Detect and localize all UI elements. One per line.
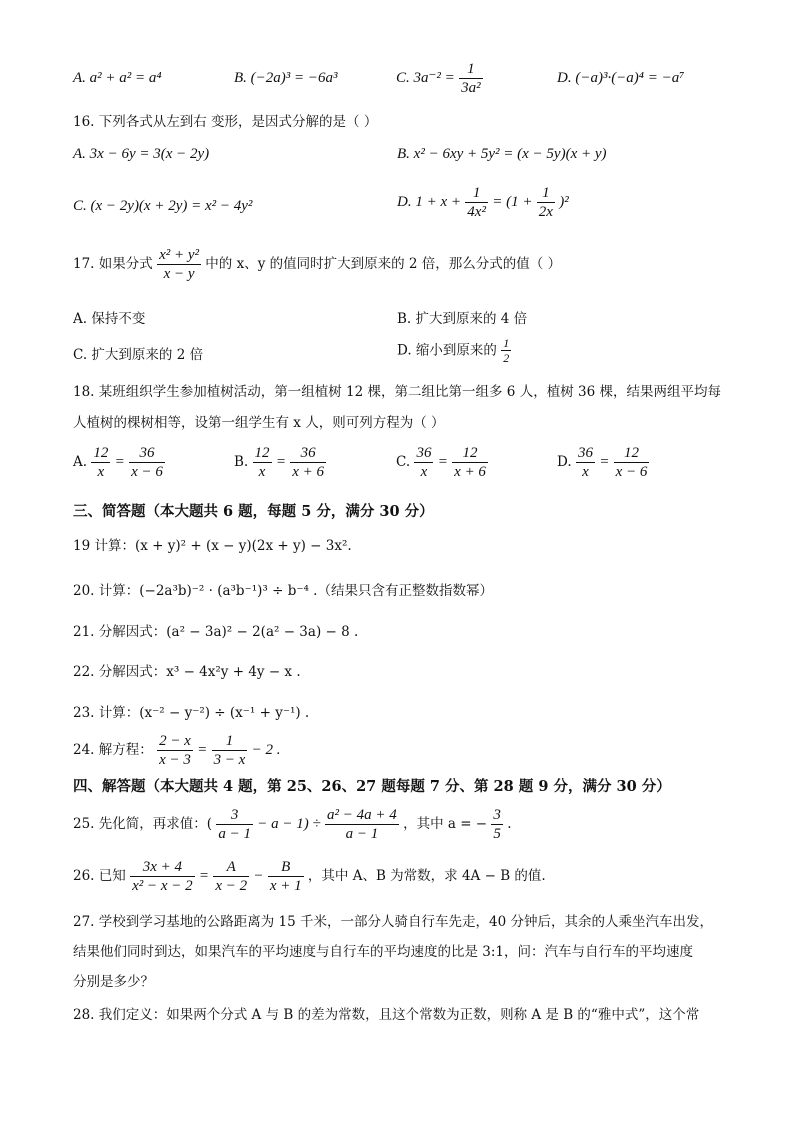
q16-option-c: C. (x − 2y)(x + 2y) = x² − 4y² <box>73 198 253 214</box>
q17-d-pre: D. 缩小到原来的 <box>397 342 497 359</box>
q18-c-frac1: $\frac{36}{x}$ <box>416 445 432 480</box>
q18-c-frac2: $\frac{12}{x + 6}$ <box>454 445 486 480</box>
q16-d-frac1: $\frac{1}{\text{4x²}}$ <box>467 185 486 220</box>
q17-pre: 17. 如果分式 <box>73 256 153 272</box>
q18-a-eq: = <box>114 454 125 470</box>
q15-option-d: D. (−a)³·(−a)⁴ = −a⁷ <box>557 70 685 86</box>
q24-frac1: $\frac{2 - x}{x - 3}$ <box>159 733 191 768</box>
q17-post: 中的 x、y 的值同时扩大到原来的 2 倍，那么分式的值（ ） <box>205 256 562 272</box>
q24-eq: = <box>197 742 208 758</box>
q16-option-a: A. 3x − 6y = 3(x − 2y) <box>73 146 210 162</box>
q18-b-label: B. <box>234 454 249 470</box>
q27-line1: 27. 学校到学习基地的公路距离为 15 千米，一部分人骑自行车先走，40 分钟后，其余的人乘坐汽车出发， <box>73 914 713 930</box>
q25-end: . <box>507 816 512 832</box>
q16-option-d <box>397 184 569 221</box>
q18-option-d <box>557 444 649 481</box>
q17-d-fraction: $\frac{1}{2}$ <box>503 336 510 366</box>
q24 <box>73 732 281 769</box>
q15-option-a: A. a² + a² = a⁴ <box>73 70 162 86</box>
q26-post: ，其中 A、B 为常数，求 4A − B 的值. <box>307 868 546 884</box>
q18-a-frac2: $\frac{36}{x - 6}$ <box>131 445 163 480</box>
q19: 19 计算：(x + y)² + (x − y)(2x + y) − 3x². <box>73 538 352 554</box>
q17-option-d <box>397 336 511 366</box>
q25 <box>73 806 512 843</box>
q25-frac2: $\frac{\text{a² − 4a + 4}}{a - 1}$ <box>327 807 397 842</box>
q18-c-label: C. <box>396 454 411 470</box>
q26-pre: 26. 已知 <box>73 868 126 884</box>
q15-c-lhs: C. 3a⁻² = <box>396 70 455 86</box>
q24-pre: 24. 解方程： <box>73 742 153 758</box>
q16-option-b: B. x² − 6xy + 5y² = (x − 5y)(x + y) <box>397 146 607 162</box>
q15-c-fraction: $\frac{1}{\text{3a²}}$ <box>461 61 481 96</box>
q26-frac1: $\frac{3x + 4}{\text{x² − x − 2}}$ <box>132 859 193 894</box>
q25-mid: − a − 1) ÷ <box>257 816 321 832</box>
q23: 23. 计算：(x⁻² − y⁻²) ÷ (x⁻¹ + y⁻¹) . <box>73 705 310 721</box>
q18-a-label: A. <box>73 454 88 470</box>
q15-option-c <box>396 60 483 97</box>
q26 <box>73 858 546 895</box>
q17-fraction: $\frac{\text{x² + y²}}{x - y}$ <box>159 247 199 282</box>
q25-frac1: $\frac{3}{a - 1}$ <box>218 807 251 842</box>
q24-post: − 2 . <box>251 742 281 758</box>
q21: 21. 分解因式：(a² − 3a)² − 2(a² − 3a) − 8 . <box>73 624 359 640</box>
q27-line3: 分别是多少？ <box>73 974 154 990</box>
q18-option-a <box>73 444 165 481</box>
q18-d-frac2: $\frac{12}{x - 6}$ <box>615 445 648 480</box>
q26-eq: = <box>198 868 210 884</box>
q22: 22. 分解因式：x³ − 4x²y + 4y − x . <box>73 664 301 680</box>
q18-a-frac1: $\frac{12}{x}$ <box>93 445 109 480</box>
q17-option-b: B. 扩大到原来的 4 倍 <box>397 311 528 327</box>
q18-d-label: D. <box>557 454 572 470</box>
q26-frac2: $\frac{A}{x - 2}$ <box>215 859 248 894</box>
q18-d-frac1: $\frac{36}{x}$ <box>577 445 593 480</box>
q24-frac2: $\frac{1}{3 - x}$ <box>213 733 246 768</box>
q16-stem: 16. 下列各式从左到右 变形，是因式分解的是（ ） <box>73 114 378 130</box>
q26-frac3: $\frac{B}{x + 1}$ <box>269 859 302 894</box>
q18-line1: 18. 某班组织学生参加植树活动，第一组植树 12 棵，第二组比第一组多 6 人，植树 36 棵，结果两组平均每 <box>73 384 721 400</box>
q17-option-c: C. 扩大到原来的 2 倍 <box>73 347 204 363</box>
q20: 20. 计算：(−2a³b)⁻² · (a³b⁻¹)³ ÷ b⁻⁴ .（结果只含有正整数指数幂） <box>73 583 493 599</box>
q28: 28. 我们定义：如果两个分式 A 与 B 的差为常数，且这个常数为正数，则称 A 是 B 的“雅中式”，这个常 <box>73 1007 700 1023</box>
section-4-heading: 四、解答题（本大题共 4 题，第 25、26、27 题每题 7 分、第 28 题 9 分，满分 30 分） <box>73 778 671 795</box>
q25-frac3: $\frac{3}{5}$ <box>493 807 501 842</box>
q18-c-eq: = <box>437 454 448 470</box>
q18-b-eq: = <box>275 454 286 470</box>
q16-d-post: )² <box>559 194 569 210</box>
q16-d-eq: = (1 + <box>492 194 533 210</box>
q18-line2: 人植树的棵树相等，设第一组学生有 x 人，则可列方程为（ ） <box>73 415 445 431</box>
q26-minus: − <box>253 868 264 884</box>
q27-line2: 结果他们同时到达，如果汽车的平均速度与自行车的平均速度的比是 3:1，问：汽车与自行车的平均速度 <box>73 944 694 960</box>
q18-d-eq: = <box>599 454 610 470</box>
section-3-heading: 三、简答题（本大题共 6 题，每题 5 分，满分 30 分） <box>73 503 434 520</box>
q25-post: ，其中 a = − <box>403 816 488 832</box>
q16-d-lhs: D. 1 + x + <box>397 194 461 210</box>
q18-b-frac2: $\frac{36}{x + 6}$ <box>292 445 325 480</box>
q18-b-frac1: $\frac{12}{x}$ <box>254 445 270 480</box>
q18-option-c <box>396 444 488 481</box>
q15-option-b: B. (−2a)³ = −6a³ <box>234 70 338 86</box>
q17-option-a: A. 保持不变 <box>73 311 146 327</box>
q17-stem <box>73 246 561 283</box>
q25-pre: 25. 先化简，再求值：( <box>73 816 213 832</box>
q18-option-b <box>234 444 326 481</box>
q16-d-frac2: $\frac{1}{2x}$ <box>538 185 553 220</box>
